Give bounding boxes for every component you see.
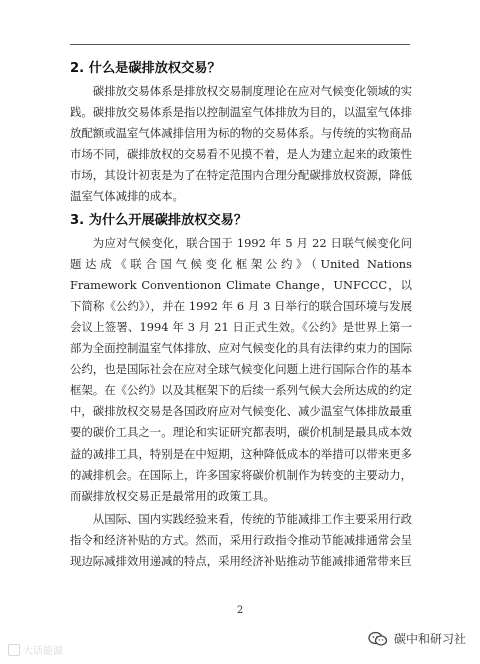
section-3-heading: 3. 为什么开展碳排放权交易？ [70,212,248,228]
section-2-heading: 2. 什么是碳排放权交易？ [70,61,221,76]
header-rule [70,44,410,45]
document-body [70,58,412,572]
brand-badge[interactable] [368,630,466,647]
wechat-official-account-icon [368,631,388,647]
section-3-paragraph-2: 从国际、国内实践经验来看，传统的节能减排工作主要采用行政指令和经济补贴的方式。然而，采用行政指令推动节能减排通常会呈现边际减排效用递减的特点，采用经济补贴推动节能减排通常带来巨 [70,511,412,568]
watermark-logo-icon [8,644,20,656]
page-number: 2 [236,605,244,616]
watermark-text: 大话能源 [23,646,63,657]
brand-name: 碳中和研习社 [393,632,466,646]
watermark [8,642,63,657]
section-3-paragraph-1: 为应对气候变化，联合国于 1992 年 5 月 22 日联气候变化问题达成《联合国气候变化框架公约》（United Nations Framework Conventionon Climate Change，UNFCCC，以下简称《公约》），并在 1992 年 6 月 3 日举行的联合国环境与发展会议上签署、1994 年 3 月 21 日正式生效。《公约》是世界上第一部为全面控制温室气体排放、应对气候变化的具有法律约束力的国际公约，也是国际社会在应对全球气候变化问题上进行国际合作的基本框架。在《公约》以及其框架下的后续一系列气候大会所达成的约定中，碳排放权交易是各国政府应对气候变化、减少温室气体排放最重要的碳价工具之一。理论和实证研究都表明，碳价机制是最具成本效益的减排工具，特别是在中短期，这种降低成本的举措可以带来更多的减排机会。在国际上，许多国家将碳价机制作为转变的主要动力，而碳排放权交易正是最常用的政策工具。 [70,235,412,503]
section-2-paragraph: 碳排放交易体系是排放权交易制度理论在应对气候变化领域的实践。碳排放交易体系是指以控制温室气体排放为目的，以温室气体排放配额或温室气体减排信用为标的物的交易体系。与传统的实物商品市场不同，碳排放权的交易看不见摸不着，是人为建立起来的政策性市场，其设计初衷是为了在特定范围内合理分配碳排放权资源，降低温室气体减排的成本。 [70,84,412,204]
